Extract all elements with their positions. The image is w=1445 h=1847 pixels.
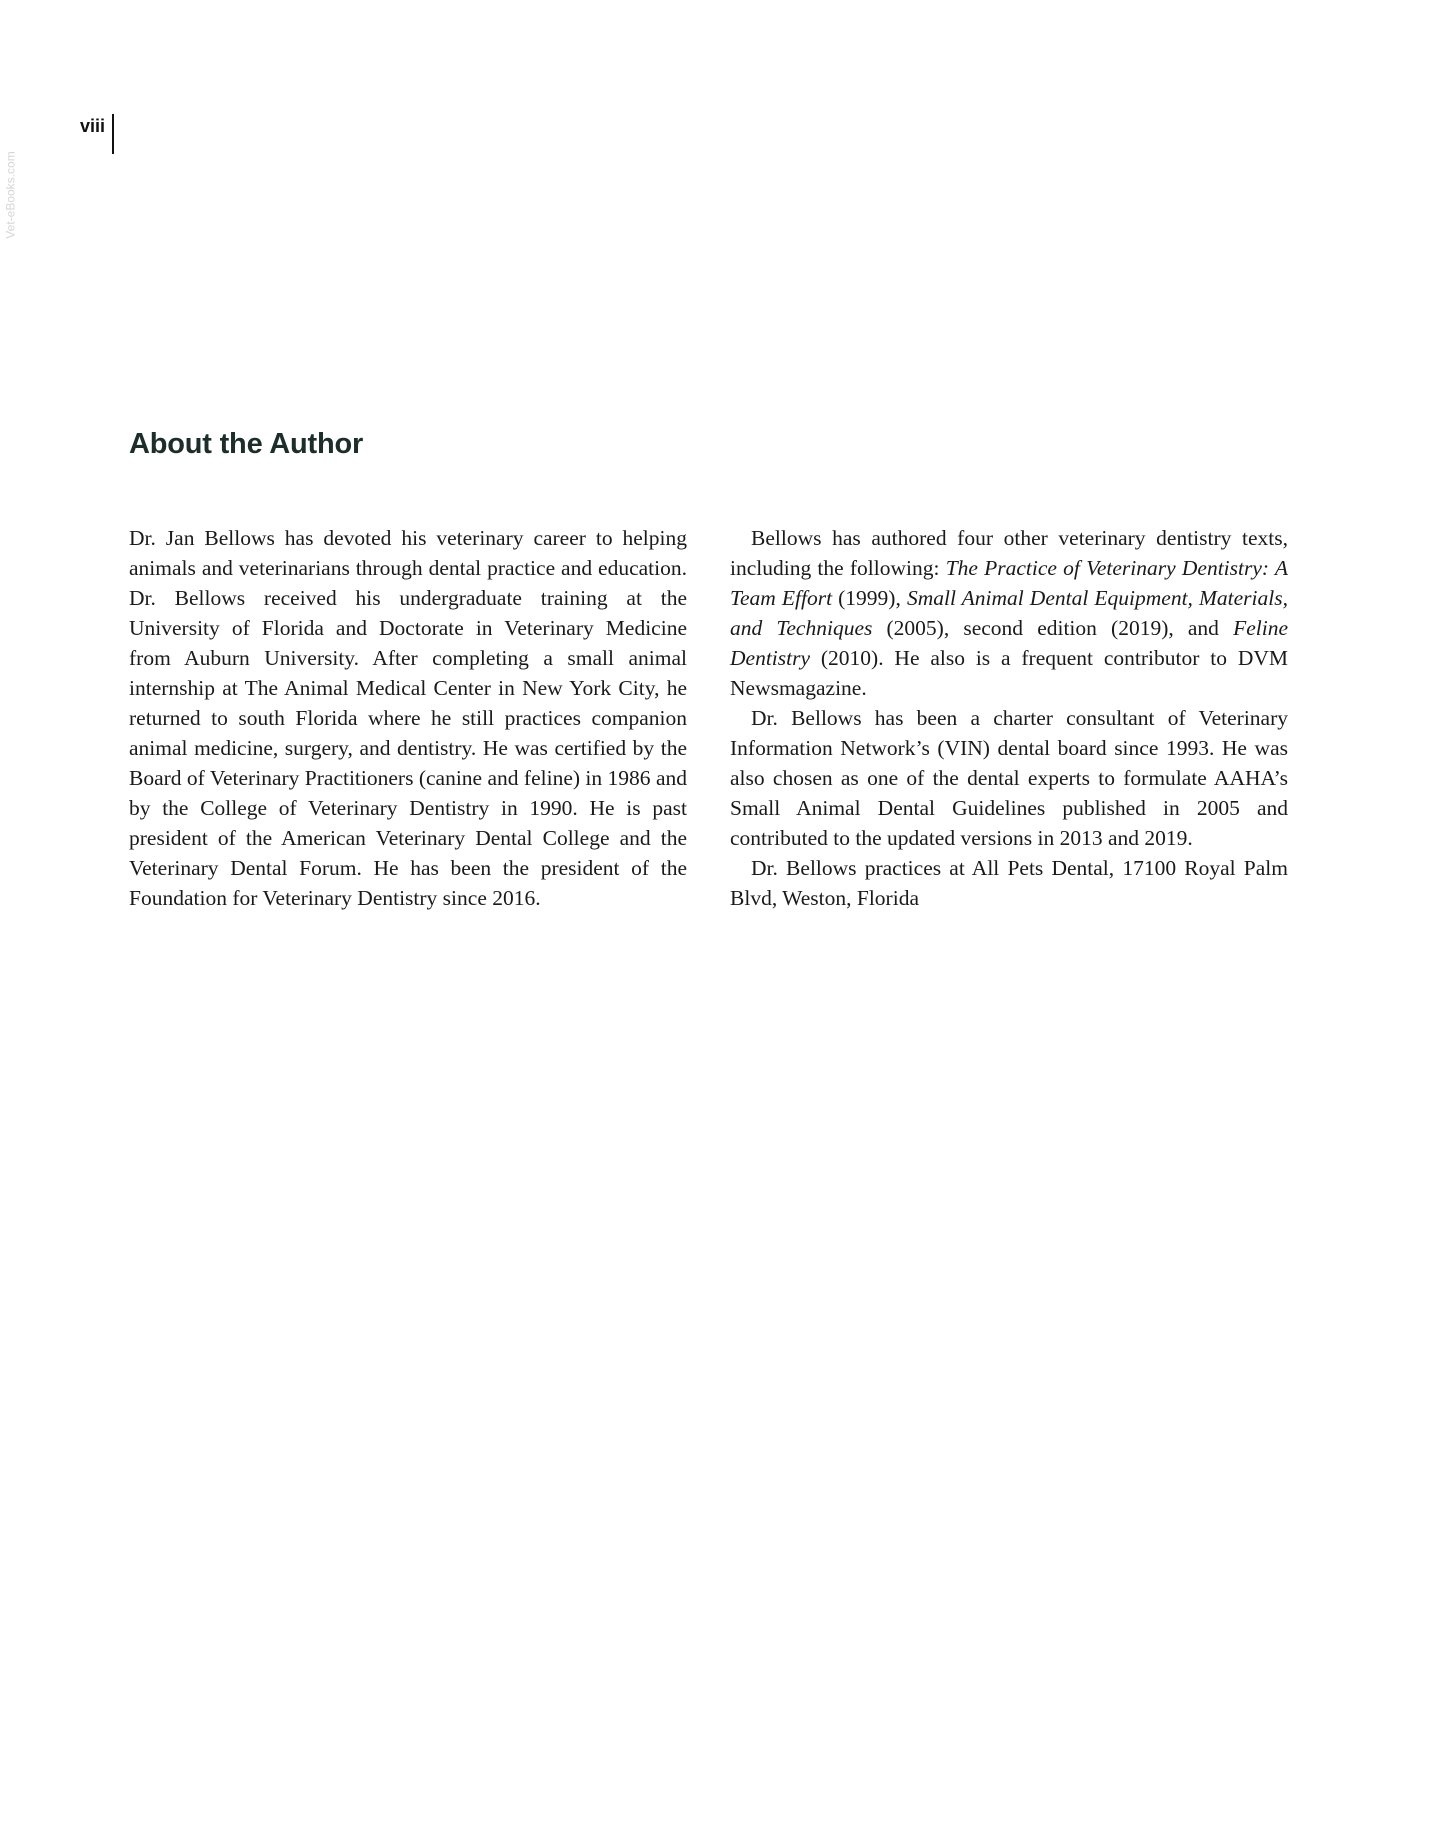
consultant-paragraph: Dr. Bellows has been a charter consultant of Veterinary Information Network’s (VIN) dental board since 1993. He was also chosen as one of the dental experts to formulate AAHA’s Small Animal Dental Guidelines published in 2005 and contributed to the updated versions in 2013 and 2019. (730, 706, 1288, 850)
section-title: About the Author (129, 428, 364, 460)
practice-paragraph: Dr. Bellows practices at All Pets Dental, 17100 Royal Palm Blvd, Weston, Florida (730, 856, 1288, 910)
bio-paragraph-1: Dr. Jan Bellows has devoted his veterinary career to helping animals and veterinarians through dental practice and education. Dr. Bellows received his undergraduate training at the University of Florida and Doctorate in Veterinary Medicine from Auburn University. After completing a small animal internship at The Animal Medical Center in New York City, he returned to south Florida where he still practices companion animal medicine, surgery, and dentistry. He was certified by the Board of Veterinary Practitioners (canine and feline) in 1986 and by the College of Veterinary Dentistry in 1990. He is past president of the American Veterinary Dental College and the Veterinary Dental Forum. He has been the president of the Foundation for Veterinary Dentistry since 2016. (129, 526, 687, 910)
left-column (129, 523, 687, 913)
right-column (730, 523, 1288, 913)
watermark (3, 135, 19, 255)
publications-text-3: (2005), second edition (2019), and (872, 616, 1234, 640)
publications-text-2: (1999), (832, 586, 907, 610)
book-title-practice-of-veterinary-dentistry: The Practice of Veterinary Dentistry: A Team Effort (730, 556, 1289, 610)
page-number-divider (112, 114, 114, 154)
book-title-feline-dentistry: Feline Dentistry (730, 616, 1288, 670)
publications-paragraph (730, 523, 1288, 703)
publications-text-1: Bellows has authored four other veterinary dentistry texts, including the following: (730, 526, 1288, 580)
page-number: viii (80, 116, 106, 136)
watermark-text: Vet-eBooks.com (4, 151, 18, 239)
book-title-small-animal-dental-equipment: Small Animal Dental Equipment, Materials, and Techniques (730, 586, 1288, 640)
publications-text-4: (2010). He also is a frequent contributor to DVM Newsmagazine. (730, 646, 1288, 700)
